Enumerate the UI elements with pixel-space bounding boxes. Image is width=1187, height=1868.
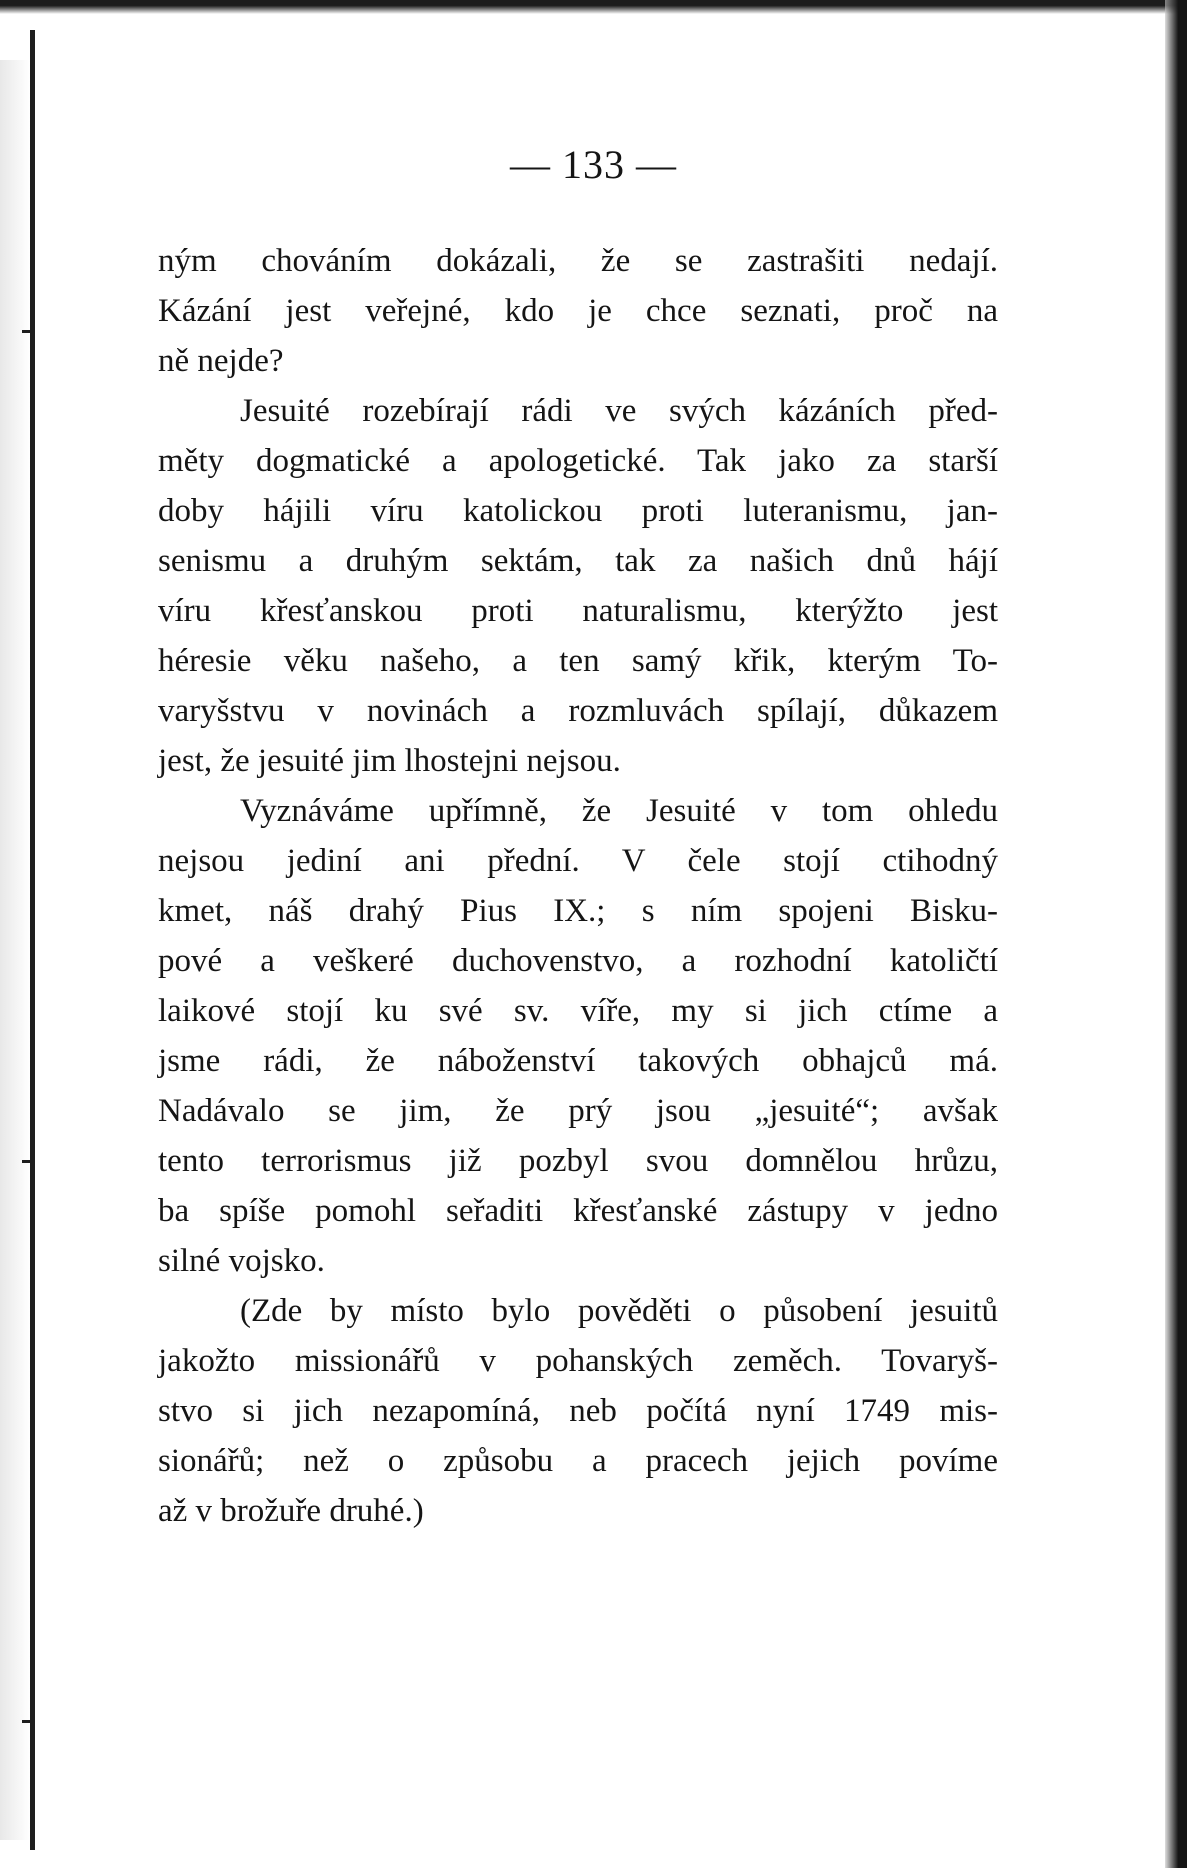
body-text <box>158 236 998 1536</box>
text-line: kmet, náš drahý Pius IX.; s ním spojeni Bisku- <box>158 893 998 929</box>
text-line: Vyznáváme upřímně, že Jesuité v tom ohledu <box>240 793 998 829</box>
text-line: laikové stojí ku své sv. víře, my si jich ctíme a <box>158 993 998 1029</box>
text-line: ně nejde? <box>158 343 284 379</box>
page-number: — 133 — <box>510 142 677 187</box>
text-line: stvo si jich nezapomíná, neb počítá nyní 1749 mis- <box>158 1393 998 1429</box>
text-line: varyšstvu v novinách a rozmluvách spílají, důkazem <box>158 693 998 729</box>
top-scan-shadow <box>0 0 1187 14</box>
text-line: jakožto missionářů v pohanských zeměch. Tovaryš- <box>158 1343 998 1379</box>
text-line: až v brožuře druhé.) <box>158 1493 424 1529</box>
text-line: silné vojsko. <box>158 1243 325 1279</box>
text-line: (Zde by místo bylo pověděti o působení jesuitů <box>240 1293 998 1329</box>
text-line: pové a veškeré duchovenstvo, a rozhodní katoličtí <box>158 943 998 979</box>
text-line: ným chováním dokázali, že se zastrašiti nedají. <box>158 243 998 279</box>
text-line: Kázání jest veřejné, kdo je chce seznati, proč na <box>158 293 998 329</box>
left-binding-rule <box>30 30 35 1850</box>
text-line: doby hájili víru katolickou proti luteranismu, jan- <box>158 493 998 529</box>
text-line: senismu a druhým sektám, tak za našich dnů hájí <box>158 543 998 579</box>
text-line: jest, že jesuité jim lhostejni nejsou. <box>158 743 621 779</box>
text-line: héresie věku našeho, a ten samý křik, kterým To- <box>158 643 998 679</box>
left-binding-mark <box>22 1720 34 1723</box>
right-scan-edge <box>1165 0 1187 1868</box>
text-line: tento terrorismus již pozbyl svou domnělou hrůzu, <box>158 1143 998 1179</box>
text-line: měty dogmatické a apologetické. Tak jako za starší <box>158 443 998 479</box>
left-page-bleed <box>0 60 30 1840</box>
text-line: Nadávalo se jim, že prý jsou „jesuité“; avšak <box>158 1093 998 1129</box>
text-line: Jesuité rozebírají rádi ve svých kázáních před- <box>240 393 998 429</box>
text-line: víru křesťanskou proti naturalismu, kterýžto jest <box>158 593 998 629</box>
left-binding-mark <box>22 1160 34 1163</box>
left-binding-mark <box>22 330 34 333</box>
text-line: nejsou jediní ani přední. V čele stojí ctihodný <box>158 843 998 879</box>
text-line: sionářů; než o způsobu a pracech jejich povíme <box>158 1443 998 1479</box>
text-line: jsme rádi, že náboženství takových obhajců má. <box>158 1043 998 1079</box>
text-line: ba spíše pomohl seřaditi křesťanské zástupy v jedno <box>158 1193 998 1229</box>
